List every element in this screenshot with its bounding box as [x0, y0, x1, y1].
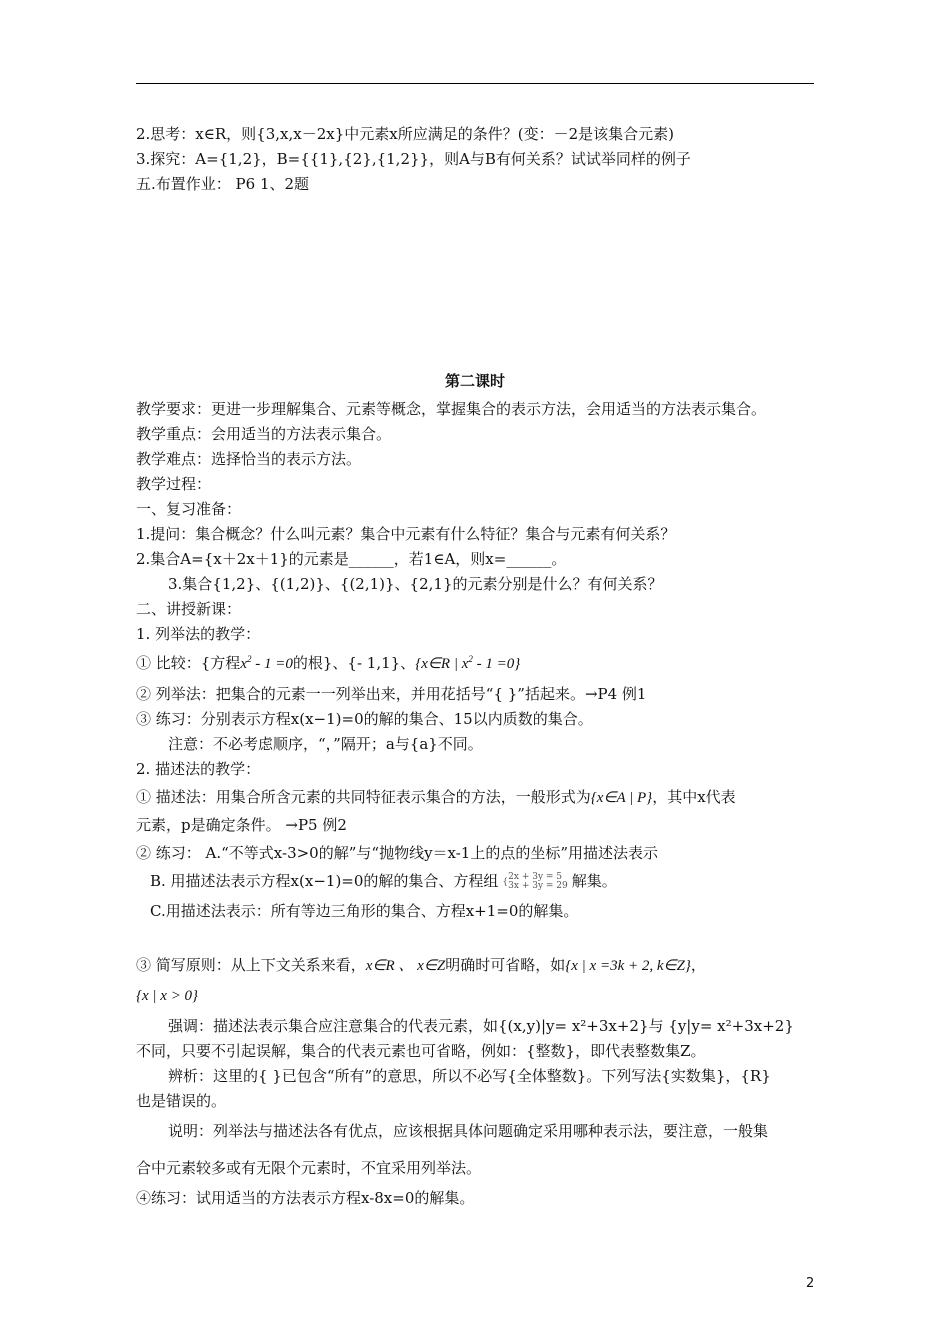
text-line: 也是错误的。 — [136, 1092, 227, 1110]
text-line: ④练习：试用适当的方法表示方程x-8x=0的解集。 — [136, 1189, 475, 1207]
compare-text-a: ① 比较：{方程 — [136, 654, 241, 672]
header-rule — [136, 83, 814, 84]
text-line: 3.探究：A={1,2}，B={{1},{2},{1,2}}，则A与B有何关系？试试举同样的例子 — [136, 150, 691, 168]
text-line: 说明：列举法与描述法各有优点，应该根据具体问题确定采用哪种表示法，要注意，一般集 — [168, 1122, 769, 1140]
page-number: 2 — [806, 1276, 815, 1291]
text-line: 教学要求：更进一步理解集合、元素等概念，掌握集合的表示方法，会用适当的方法表示集合。 — [136, 400, 767, 418]
math-set-k: {x | x =3k + 2, k∈Z} — [565, 958, 691, 974]
shorthand-line: ③ 简写原则：从上下文关系来看，x∈R 、 x∈Z明确时可省略，如{x | x =3k + 2, k∈Z}， — [136, 956, 706, 974]
text-line: 教学难点：选择恰当的表示方法。 — [136, 450, 362, 468]
text-line: ③ 练习：分别表示方程x(x−1)=0的解的集合、15以内质数的集合。 — [136, 710, 593, 728]
text-line: 元素，p是确定条件。 →P5 例2 — [136, 816, 347, 834]
section-title: 第二课时 — [444, 372, 505, 390]
exercise-b-line: B. 用描述法表示方程x(x−1)=0的解的集合、方程组 { 2x + 3y = 5 3x + 3y = 29 解集。 — [150, 872, 617, 891]
text-line: 1.提问：集合概念？什么叫元素？集合中元素有什么特征？集合与元素有何关系？ — [136, 525, 676, 543]
text-line: 3.集合{1,2}、{(1,2)}、{(2,1)}、{2,1}的元素分别是什么？有何关系？ — [168, 575, 663, 593]
equation-system: { 2x + 3y = 5 3x + 3y = 29 — [502, 872, 568, 891]
compare-line — [136, 653, 520, 674]
math-set-ap: {x∈A | P} — [590, 790, 653, 806]
text-line: 强调：描述法表示集合应注意集合的代表元素，如{(x,y)|y= x²+3x+2}与 {y|y= x²+3x+2} — [168, 1017, 794, 1035]
text-line: 1. 列举法的教学： — [136, 625, 261, 643]
text-line: ② 列举法：把集合的元素一一列举出来，并用花括号“{ }”括起来。→P4 例1 — [136, 685, 647, 703]
text-line: 二、讲授新课： — [136, 600, 242, 618]
text-line: 一、复习准备： — [136, 500, 242, 518]
text-line: 教学过程： — [136, 475, 212, 493]
text-line: 合中元素较多或有无限个元素时，不宜采用列举法。 — [136, 1159, 482, 1177]
describe-line: ① 描述法：用集合所含元素的共同特征表示集合的方法，一般形式为{x∈A | P}，其中x代表 — [136, 788, 736, 806]
text-line: 2. 描述法的教学： — [136, 760, 261, 778]
text-line: 辨析：这里的{ }已包含“所有”的意思，所以不必写{全体整数}。下列写法{实数集}，{R} — [168, 1067, 771, 1085]
compare-text-b: 的根}、{- 1,1}、 — [292, 654, 416, 672]
math-set-gt: {x | x > 0} — [136, 988, 199, 1004]
text-line: 五.布置作业： P6 1、2题 — [136, 175, 310, 193]
math-eq: $x^2 - 1 =0$ — [240, 654, 293, 672]
text-line: 教学重点：会用适当的方法表示集合。 — [136, 425, 392, 443]
math-xr-xz: x∈R 、 x∈Z — [365, 958, 446, 974]
math-set: {x∈R | $x^2 - 1 =0$} — [415, 654, 521, 672]
text-line: 注意：不必考虑顺序，“，”隔开；a与{a}不同。 — [168, 735, 483, 753]
text-line: 不同，只要不引起误解，集合的代表元素也可省略，例如：{整数}，即代表整数集Z。 — [136, 1042, 706, 1060]
text-line: C.用描述法表示：所有等边三角形的集合、方程x+1=0的解集。 — [150, 902, 579, 920]
text-line: ② 练习： A.“不等式x-3>0的解”与“抛物线y＝x-1上的点的坐标”用描述法表示 — [136, 844, 659, 862]
text-line: 2.集合A={x＋2x＋1}的元素是______，若1∈A，则x=______。 — [136, 550, 567, 568]
text-line: 2.思考：x∈R，则{3,x,x－2x}中元素x所应满足的条件？(变：－2是该集合元素) — [136, 125, 674, 143]
